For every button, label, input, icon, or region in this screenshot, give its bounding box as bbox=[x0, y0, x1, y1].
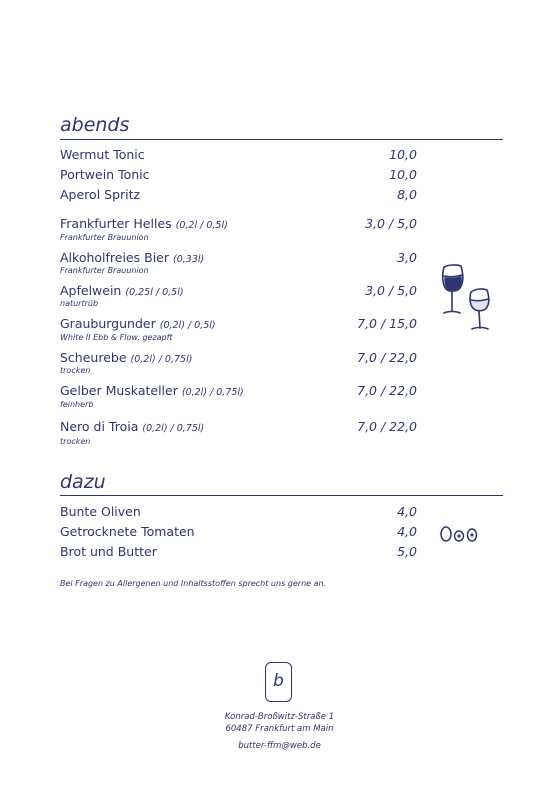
menu-item-price: 3,0 / 5,0 bbox=[365, 283, 417, 298]
email-link[interactable]: butter-ffm@web.de bbox=[238, 741, 321, 751]
menu-item-name: Portwein Tonic bbox=[60, 167, 150, 182]
menu-item-volume: (0,2l) / 0,75l) bbox=[181, 387, 244, 398]
menu-item-note: feinherb bbox=[60, 400, 94, 409]
menu-item-name: Nero di Troia (0,2l) / 0,75l) bbox=[60, 419, 205, 434]
menu-item-volume: (0,2l / 0,5l) bbox=[175, 220, 228, 231]
menu-item-name: Alkoholfreies Bier (0,33l) bbox=[60, 250, 205, 265]
menu-item-name: Aperol Spritz bbox=[60, 187, 141, 202]
menu-item-note: White II Ebb & Flow, gezapft bbox=[60, 333, 173, 342]
menu-item-name: Grauburgunder (0,2l) / 0,5l) bbox=[60, 316, 216, 331]
menu-item-name: Brot und Butter bbox=[60, 544, 157, 559]
menu-item-price: 3,0 bbox=[397, 250, 417, 265]
menu-item-name: Getrocknete Tomaten bbox=[60, 524, 195, 539]
menu-item-volume: (0,25l / 0,5l) bbox=[125, 287, 184, 298]
menu-item-price: 10,0 bbox=[389, 167, 417, 182]
menu-item-volume: (0,2l) / 0,75l) bbox=[130, 354, 193, 365]
allergen-note: Bei Fragen zu Allergenen und Inhaltsstoffen sprecht uns gerne an. bbox=[60, 579, 327, 588]
menu-item-price: 8,0 bbox=[397, 187, 417, 202]
section-divider bbox=[60, 139, 503, 140]
menu-item-name: Apfelwein (0,25l / 0,5l) bbox=[60, 283, 184, 298]
menu-item-price: 4,0 bbox=[397, 504, 417, 519]
section-divider bbox=[60, 495, 503, 496]
menu-item-price: 10,0 bbox=[389, 147, 417, 162]
menu-item-price: 7,0 / 22,0 bbox=[357, 383, 417, 398]
menu-item-volume: (0,2l) / 0,5l) bbox=[159, 320, 216, 331]
menu-item-price: 4,0 bbox=[397, 524, 417, 539]
menu-item-note: trocken bbox=[60, 366, 91, 375]
menu-item-price: 7,0 / 15,0 bbox=[357, 316, 417, 331]
menu-item-note: trocken bbox=[60, 437, 91, 446]
address-line-1: Konrad-Broßwitz-Straße 1 bbox=[224, 712, 335, 722]
olives-icon bbox=[438, 524, 482, 544]
menu-item-volume: (0,2l) / 0,75l) bbox=[142, 423, 205, 434]
menu-item-price: 7,0 / 22,0 bbox=[357, 419, 417, 434]
menu-item-price: 3,0 / 5,0 bbox=[365, 216, 417, 231]
menu-item-note: naturtrüb bbox=[60, 299, 99, 308]
menu-item-name: Bunte Oliven bbox=[60, 504, 141, 519]
address-line-2: 60487 Frankfurt am Main bbox=[225, 724, 334, 734]
menu-item-volume: (0,33l) bbox=[173, 254, 205, 265]
menu-item-name: Scheurebe (0,2l) / 0,75l) bbox=[60, 350, 193, 365]
menu-item-note: Frankfurter Brauunion bbox=[60, 233, 149, 242]
menu-item-note: Frankfurter Brauunion bbox=[60, 266, 149, 275]
logo bbox=[265, 662, 292, 702]
menu-item-name: Gelber Muskateller (0,2l) / 0,75l) bbox=[60, 383, 244, 398]
section-title-abends: abends bbox=[60, 114, 130, 136]
section-title-dazu: dazu bbox=[60, 471, 106, 493]
menu-item-name: Frankfurter Helles (0,2l / 0,5l) bbox=[60, 216, 228, 231]
menu-item-price: 5,0 bbox=[397, 544, 417, 559]
menu-item-price: 7,0 / 22,0 bbox=[357, 350, 417, 365]
wine-glasses-icon bbox=[434, 262, 500, 334]
menu-item-name: Wermut Tonic bbox=[60, 147, 145, 162]
logo-letter: b bbox=[273, 671, 284, 691]
